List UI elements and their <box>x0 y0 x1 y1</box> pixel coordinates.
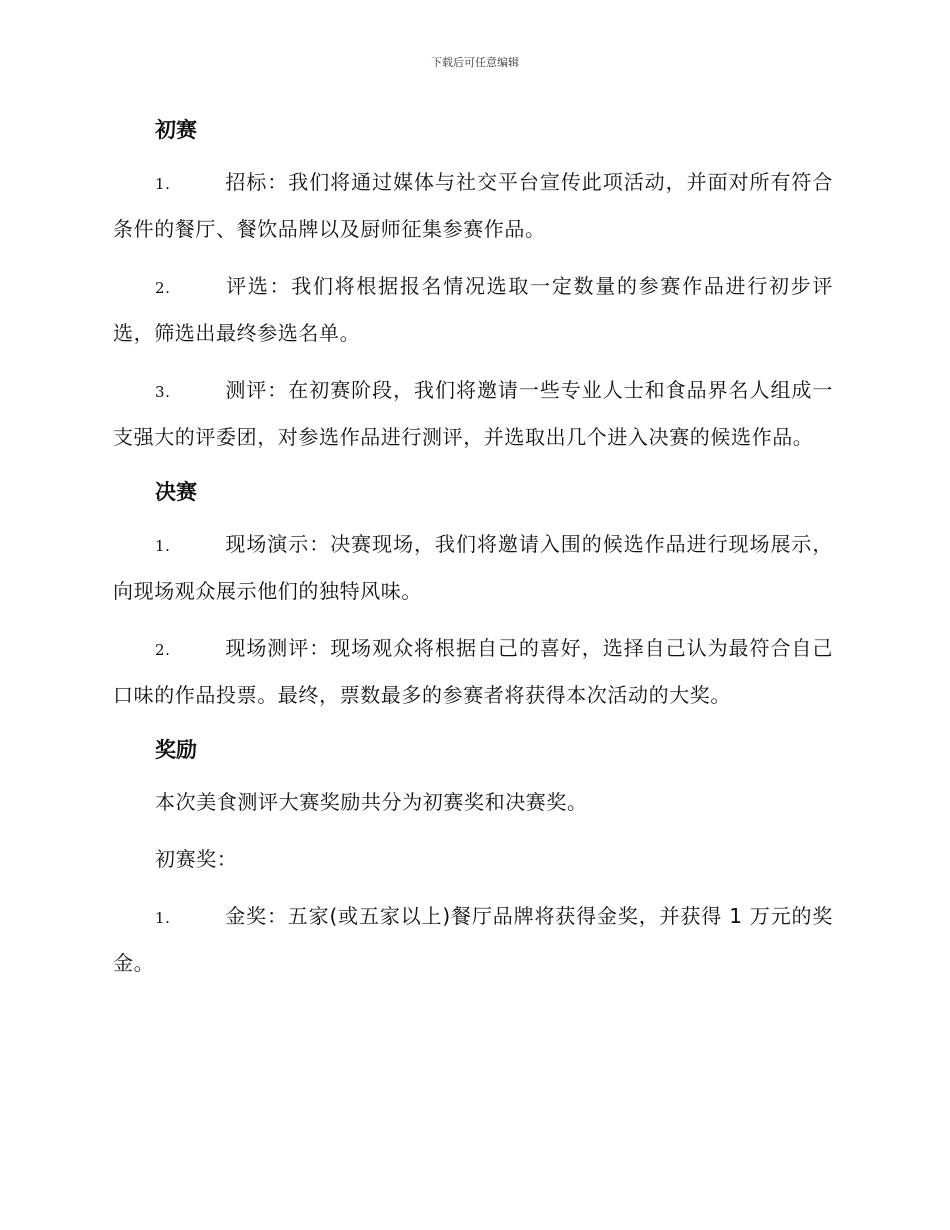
section-heading-final: 决赛 <box>155 480 197 504</box>
list-item <box>113 160 833 252</box>
list-number: 1. <box>155 537 171 555</box>
list-item-text: 评选：我们将根据报名情况选取一定数量的参赛作品进行初步评选，筛选出最终参选名单。 <box>113 274 833 345</box>
list-item-text: 招标：我们将通过媒体与社交平台宣传此项活动，并面对所有符合条件的餐厅、餐饮品牌以及厨师征集参赛作品。 <box>113 170 833 241</box>
awards-subheading: 初赛奖： <box>155 847 238 871</box>
list-number: 2. <box>155 279 171 297</box>
list-item-text: 现场演示：决赛现场，我们将邀请入围的候选作品进行现场展示，向现场观众展示他们的独特风味。 <box>113 532 833 603</box>
list-item <box>113 894 833 986</box>
list-item-text: 测评：在初赛阶段，我们将邀请一些专业人士和食品界名人组成一支强大的评委团，对参选作品进行测评，并选取出几个进入决赛的候选作品。 <box>113 378 833 449</box>
list-number: 3. <box>155 383 171 401</box>
list-item-text: 金奖：五家(或五家以上)餐厅品牌将获得金奖，并获得 1 万元的奖金。 <box>113 904 833 975</box>
awards-intro: 本次美食测评大赛奖励共分为初赛奖和决赛奖。 <box>155 790 588 814</box>
list-item <box>113 264 833 356</box>
document-body <box>113 112 833 986</box>
section-heading-awards: 奖励 <box>155 738 197 762</box>
list-item <box>113 522 833 614</box>
list-item <box>113 626 833 718</box>
page-header-note: 下载后可任意编辑 <box>431 56 519 69</box>
list-number: 1. <box>155 909 171 927</box>
section-heading-preliminary: 初赛 <box>155 118 197 142</box>
list-item-text: 现场测评：现场观众将根据自己的喜好，选择自己认为最符合自己口味的作品投票。最终，票数最多的参赛者将获得本次活动的大奖。 <box>113 636 833 707</box>
list-number: 2. <box>155 641 171 659</box>
list-number: 1. <box>155 175 171 193</box>
list-item <box>113 368 833 460</box>
